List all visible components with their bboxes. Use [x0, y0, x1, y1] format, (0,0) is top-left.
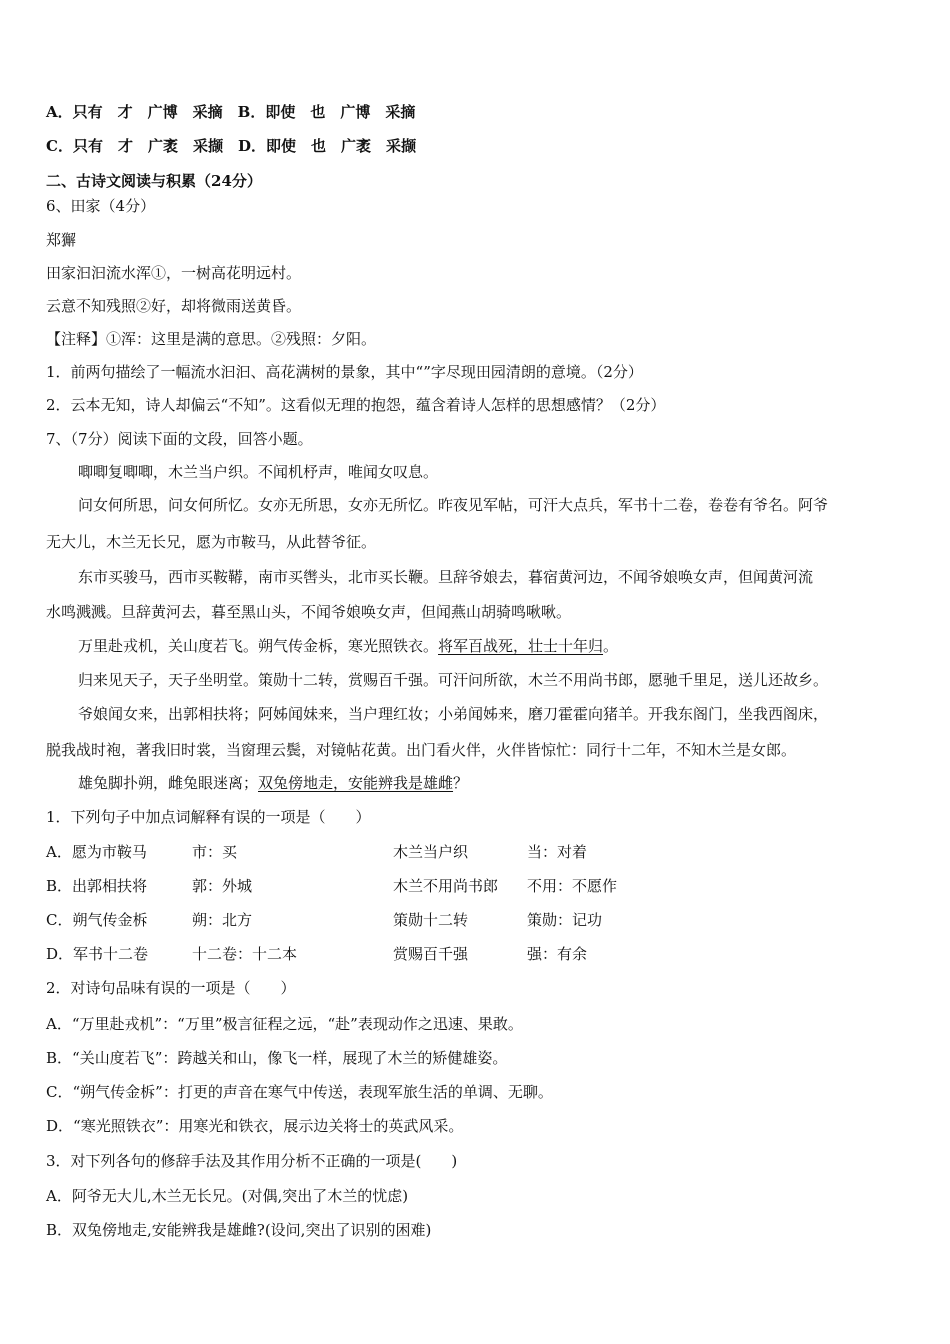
q7-passage-p2b: 无大儿，木兰无长兄，愿为市鞍马，从此替爷征。: [46, 533, 377, 551]
option-c-sentence2: 策勋十二转: [393, 911, 469, 929]
p7-end: ？: [453, 774, 469, 792]
option-b-sentence2: 木兰不用尚书郎: [393, 877, 499, 895]
q7-passage-p4: [78, 635, 618, 657]
q6-title: 6、田家（4分）: [46, 197, 156, 215]
option-d-gloss2: 强：有余: [527, 945, 588, 963]
q6-poem-line1: 田家汩汩流水浑①，一树高花明远村。: [46, 264, 302, 282]
q7-sub3-option-b: B．双兔傍地走,安能辨我是雄雌?(设问,突出了识别的困难): [46, 1221, 432, 1239]
option-a-sentence2: 木兰当户织: [393, 843, 469, 861]
q6-author: 郑獬: [46, 231, 77, 249]
q6-note: 【注释】①浑：这里是满的意思。②残照：夕阳。: [46, 330, 377, 348]
q7-passage-p2a: 问女何所思，问女何所忆。女亦无所思，女亦无所忆。昨夜见军帖，可汗大点兵，军书十二卷，卷卷有爷名。阿爷: [78, 496, 829, 514]
q7-sub2-option-d: D．“寒光照铁衣”：用寒光和铁衣，展示边关将士的英武风采。: [46, 1117, 464, 1135]
q6-poem-line2: 云意不知残照②好，却将微雨送黄昏。: [46, 297, 302, 315]
q7-passage-p5: 归来见天子，天子坐明堂。策勋十二转，赏赐百千强。可汗问所欲，木兰不用尚书郎，愿驰千里足，送儿还故乡。: [78, 671, 829, 689]
q6-sub1: 1．前两句描绘了一幅流水汩汩、高花满树的景象，其中“”字尽现田园清朗的意境。（2分）: [46, 363, 643, 381]
option-c-gloss2: 策勋：记功: [527, 911, 603, 929]
p4-underlined: 将军百战死，壮士十年归: [438, 637, 604, 655]
q7-sub2-option-b: B．“关山度若飞”：跨越关和山，像飞一样，展现了木兰的矫健雄姿。: [46, 1049, 508, 1067]
q7-sub2-stem: 2．对诗句品味有误的一项是（ ）: [46, 979, 296, 997]
option-b-gloss: 郭：外城: [192, 877, 253, 895]
p7-plain: 雄兔脚扑朔，雌兔眼迷离；: [78, 774, 259, 792]
q7-passage-p3b: 水鸣溅溅。旦辞黄河去，暮至黑山头，不闻爷娘唤女声，但闻燕山胡骑鸣啾啾。: [46, 603, 572, 621]
option-b-sentence: B．出郭相扶将: [46, 877, 148, 895]
q7-sub3-stem: 3．对下列各句的修辞手法及其作用分析不正确的一项是( ): [46, 1152, 458, 1170]
q6-sub2: 2．云本无知，诗人却偏云“不知”。这看似无理的抱怨，蕴含着诗人怎样的思想感情？（2分）: [46, 396, 666, 414]
p7-underlined: 双兔傍地走，安能辨我是雄雌: [258, 774, 454, 792]
option-b-gloss2: 不用：不愿作: [527, 877, 618, 895]
q7-title: 7、（7分）阅读下面的文段，回答小题。: [46, 430, 313, 448]
option-a-gloss2: 当：对着: [527, 843, 588, 861]
q7-passage-p6a: 爷娘闻女来，出郭相扶将；阿姊闻妹来，当户理红妆；小弟闻姊来，磨刀霍霍向猪羊。开我东阁门，坐我西阁床，: [78, 705, 829, 723]
q5-options-row1: A．只有 才 广博 采摘 B．即使 也 广博 采摘: [46, 103, 416, 121]
q7-passage-p3a: 东市买骏马，西市买鞍鞯，南市买辔头，北市买长鞭。旦辞爷娘去，暮宿黄河边，不闻爷娘唤女声，但闻黄河流: [78, 568, 814, 586]
p4-end: 。: [603, 637, 619, 655]
q5-options-row2: C．只有 才 广袤 采撷 D．即使 也 广袤 采撷: [46, 137, 416, 155]
q7-sub2-option-a: A．“万里赴戎机”：“万里”极言征程之远，“赴”表现动作之迅速、果敢。: [46, 1015, 523, 1033]
q7-sub2-option-c: C．“朔气传金柝”：打更的声音在寒气中传送，表现军旅生活的单调、无聊。: [46, 1083, 553, 1101]
option-a-sentence: A．愿为市鞍马: [46, 843, 147, 861]
q7-passage-p7: [78, 772, 468, 794]
q7-passage-p1: 唧唧复唧唧，木兰当户织。不闻机杼声，唯闻女叹息。: [78, 463, 439, 481]
q7-passage-p6b: 脱我战时袍，著我旧时裳，当窗理云鬓，对镜帖花黄。出门看火伴，火伴皆惊忙：同行十二年，不知木兰是女郎。: [46, 741, 797, 759]
option-c-sentence: C．朔气传金柝: [46, 911, 148, 929]
section2-title: 二、古诗文阅读与积累（24分）: [46, 172, 262, 190]
option-a-gloss: 市：买: [192, 843, 238, 861]
q7-sub1-stem: 1．下列句子中加点词解释有误的一项是（ ）: [46, 808, 371, 826]
option-d-sentence: D．军书十二卷: [46, 945, 149, 963]
p4-plain: 万里赴戎机，关山度若飞。朔气传金柝，寒光照铁衣。: [78, 637, 439, 655]
option-c-gloss: 朔：北方: [192, 911, 253, 929]
q7-sub3-option-a: A．阿爷无大儿,木兰无长兄。(对偶,突出了木兰的忧虑): [46, 1187, 409, 1205]
option-d-gloss: 十二卷：十二本: [192, 945, 298, 963]
option-d-sentence2: 赏赐百千强: [393, 945, 469, 963]
